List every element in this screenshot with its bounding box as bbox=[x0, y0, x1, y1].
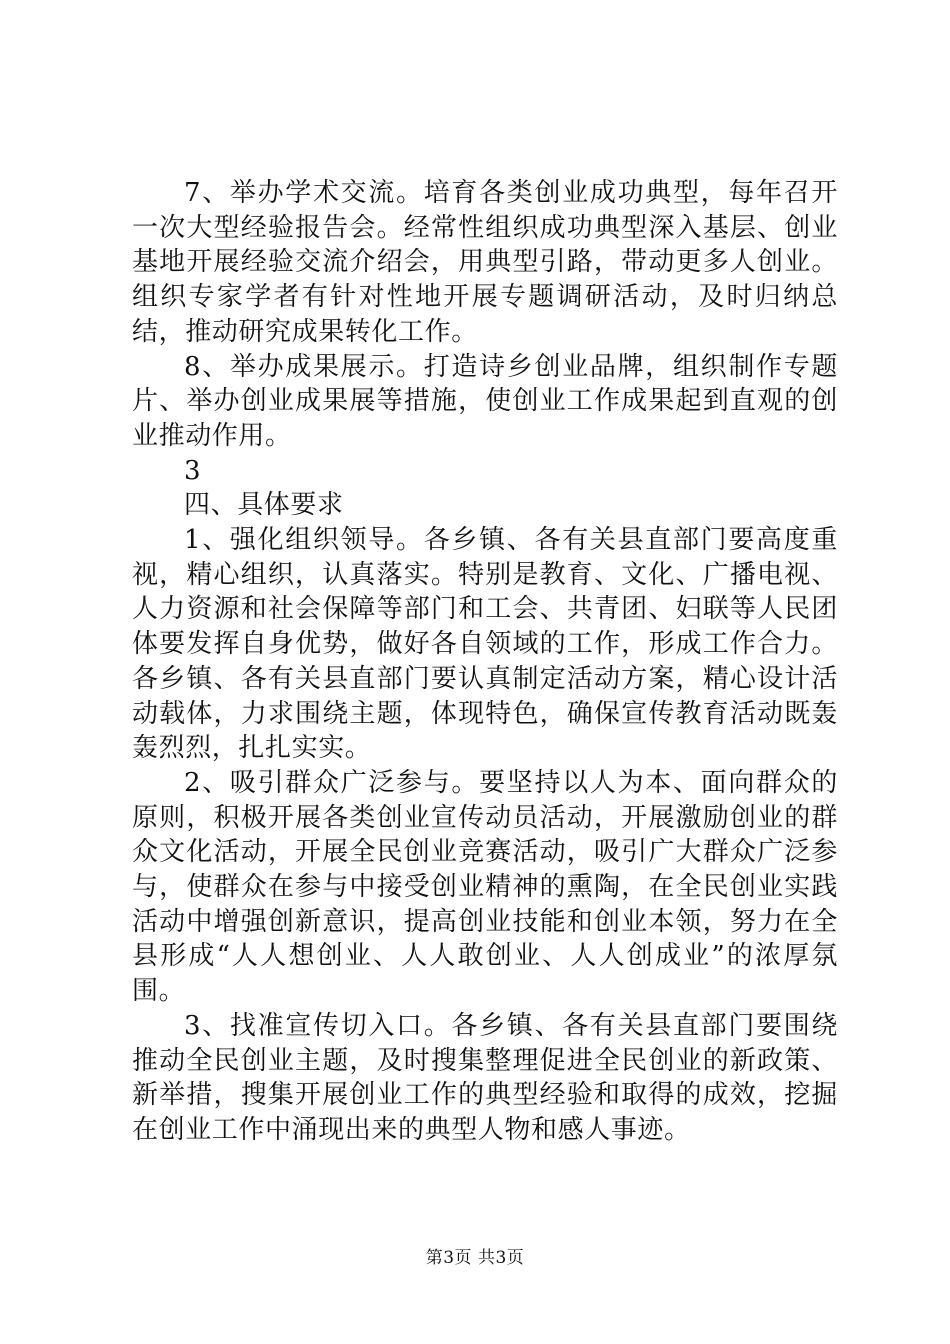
paragraph-item-8: 8、举办成果展示。打造诗乡创业品牌，组织制作专题片、举办创业成果展等措施，使创业工作成果起到直观的创业推动作用。 bbox=[132, 351, 838, 451]
page-number-marker: 3 bbox=[184, 455, 202, 486]
page-footer: 第3页 共3页 bbox=[425, 1248, 525, 1268]
paragraph-item-7: 7、举办学术交流。培育各类创业成功典型，每年召开一次大型经验报告会。经常性组织成功典型深入基层、创业基地开展经验交流介绍会，用典型引路，带动更多人创业。组织专家学者有针对性地开展专题调研活动，及时归纳总结，推动研究成果转化工作。 bbox=[132, 178, 838, 347]
document-body bbox=[132, 176, 838, 1148]
paragraph-requirement-2: 2、吸引群众广泛参与。要坚持以人为本、面向群众的原则，积极开展各类创业宣传动员活动，开展激励创业的群众文化活动，开展全民创业竞赛活动，吸引广大群众广泛参与，使群众在参与中接受创业精神的熏陶，在全民创业实践活动中增强创新意识，提高创业技能和创业本领，努力在全县形成“人人想创业、人人敢创业、人人创成业”的浓厚氛围。 bbox=[132, 767, 838, 1007]
paragraph-requirement-1: 1、强化组织领导。各乡镇、各有关县直部门要高度重视，精心组织，认真落实。特别是教育、文化、广播电视、人力资源和社会保障等部门和工会、共青团、妇联等人民团体要发挥自身优势，做好各自领域的工作，形成工作合力。各乡镇、各有关县直部门要认真制定活动方案，精心设计活动载体，力求围绕主题，体现特色，确保宣传教育活动既轰轰烈烈，扎扎实实。 bbox=[132, 525, 838, 764]
section-heading: 四、具体要求 bbox=[184, 490, 344, 521]
paragraph-requirement-3: 3、找准宣传切入口。各乡镇、各有关县直部门要围绕推动全民创业主题，及时搜集整理促进全民创业的新政策、新举措，搜集开展创业工作的典型经验和取得的成效，挖掘在创业工作中涌现出来的典型人物和感人事迹。 bbox=[132, 1010, 838, 1145]
